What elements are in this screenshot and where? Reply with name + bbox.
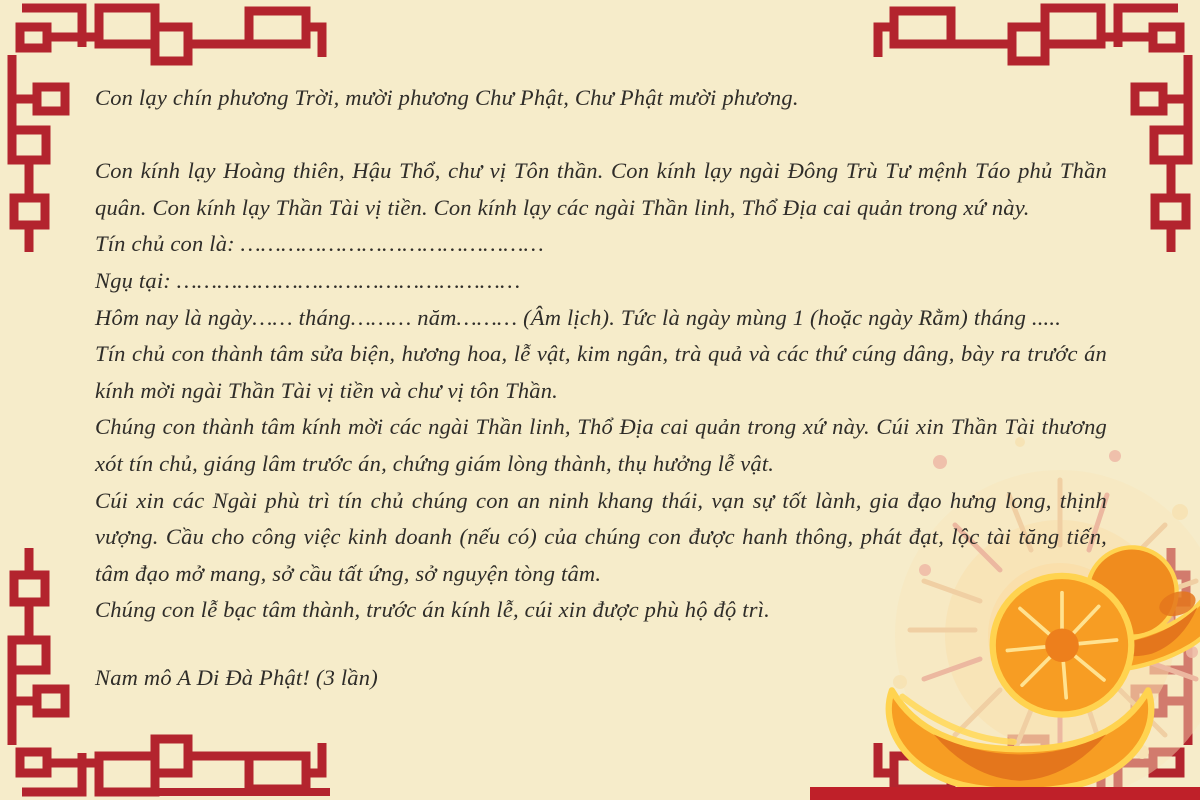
prayer-fill-in-date: Hôm nay là ngày…… tháng……… năm……… (Âm lịch). Tức là ngày mùng 1 (hoặc ngày Rằm) tháng ..... (95, 304, 1062, 330)
bottom-right-border-bar (810, 787, 1200, 800)
prayer-paragraph: Tín chủ con thành tâm sửa biện, hương hoa, lễ vật, kim ngân, trà quả và các thứ cúng dâng, bày ra trước án kính mời ngài Thần Tài vị tiền và chư vị tôn Thần. (95, 341, 1107, 403)
bottom-left-border-line (130, 788, 330, 796)
prayer-paragraph: Chúng con thành tâm kính mời các ngài Thần linh, Thổ Địa cai quản trong xứ này. Cúi xin Thần Tài thương xót tín chủ, giáng lâm trước án, chứng giám lòng thành, thụ hưởng lễ vật. (95, 414, 1107, 476)
prayer-fill-in-name: Tín chủ con là: ……………………………………… (95, 231, 544, 257)
prayer-opening: Con lạy chín phương Trời, mười phương Chư Phật, Chư Phật mười phương. (95, 85, 799, 110)
prayer-paragraph: Chúng con lễ bạc tâm thành, trước án kính lễ, cúi xin được phù hộ độ trì. (95, 597, 770, 623)
prayer-fill-in-address: Ngụ tại: …………………………………………… (95, 267, 521, 293)
prayer-paragraph: Con kính lạy Hoàng thiên, Hậu Thổ, chư vị Tôn thần. Con kính lạy ngài Đông Trù Tư mệnh Táo phủ Thần quân. Con kính lạy Thần Tài vị tiền. Con kính lạy các ngài Thần linh, Thổ Địa cai quản trong xứ này. (95, 158, 1107, 220)
prayer-closing: Nam mô A Di Đà Phật! (3 lần) (95, 664, 378, 690)
prayer-paragraph: Cúi xin các Ngài phù trì tín chủ chúng con an ninh khang thái, vạn sự tốt lành, gia đạo hưng long, thịnh vượng. Cầu cho công việc kinh doanh (nếu có) của chúng con được hanh thông, phát đạt, lộc tài tăng tiến, tâm đạo mở mang, sở cầu tất ứng, sở nguyện tòng tâm. (95, 487, 1107, 586)
prayer-text-block (95, 80, 1107, 697)
